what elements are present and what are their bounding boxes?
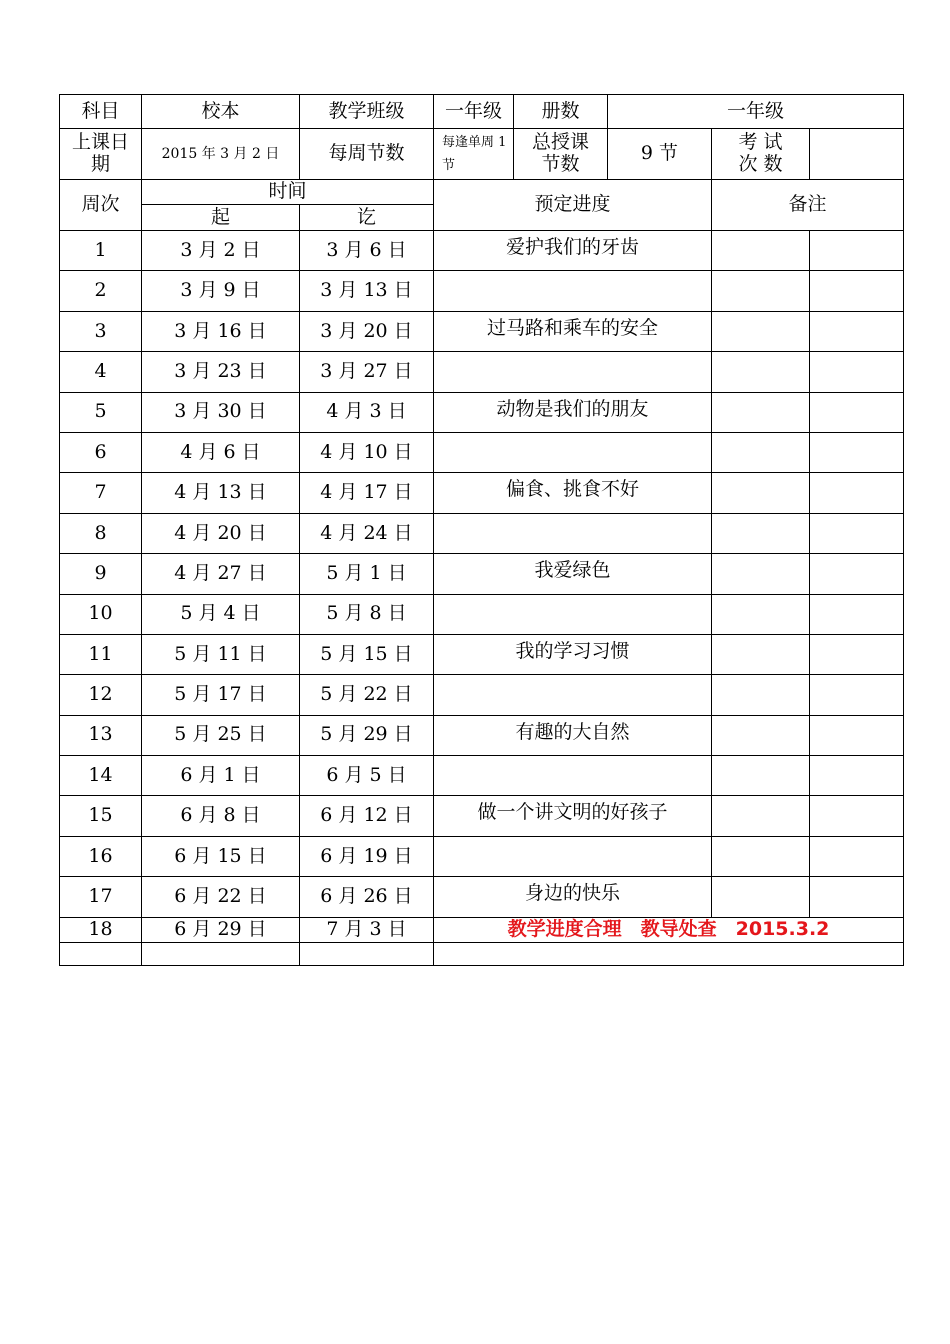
notes-cell	[712, 836, 810, 876]
week-number-cell: 1	[60, 231, 142, 271]
end-date-cell: 6 月 12 日	[300, 796, 434, 836]
progress-cell: 过马路和乘车的安全	[434, 311, 712, 351]
notes-cell	[712, 432, 810, 472]
end-date-cell: 6 月 19 日	[300, 836, 434, 876]
book-value: 一年级	[608, 95, 904, 129]
end-date-cell: 7 月 3 日	[300, 917, 434, 942]
table-row	[60, 836, 904, 876]
start-date-cell: 5 月 25 日	[142, 715, 300, 755]
end-date-cell: 6 月 26 日	[300, 877, 434, 917]
table-row-final	[60, 917, 904, 942]
table-row	[60, 231, 904, 271]
notes-extra-cell	[810, 352, 904, 392]
subject-label: 科目	[60, 95, 142, 129]
progress-cell: 我的学习习惯	[434, 634, 712, 674]
notes-extra-cell	[810, 554, 904, 594]
week-number-cell: 13	[60, 715, 142, 755]
notes-cell	[712, 513, 810, 553]
table-row	[60, 877, 904, 917]
progress-cell	[434, 432, 712, 472]
progress-cell	[434, 271, 712, 311]
start-date-cell: 4 月 6 日	[142, 432, 300, 472]
week-number-cell: 11	[60, 634, 142, 674]
start-date-cell: 6 月 15 日	[142, 836, 300, 876]
notes-extra-cell	[810, 392, 904, 432]
notes-extra-cell	[810, 473, 904, 513]
week-number-cell: 10	[60, 594, 142, 634]
notes-cell	[712, 271, 810, 311]
notes-extra-cell	[810, 796, 904, 836]
header-row-2	[60, 129, 904, 180]
start-date-cell: 3 月 30 日	[142, 392, 300, 432]
progress-cell	[434, 513, 712, 553]
weekly-lessons-value: 每逢单周 1 节	[434, 129, 514, 180]
table-row-empty	[60, 942, 904, 965]
weekly-lessons-label: 每周节数	[300, 129, 434, 180]
notes-extra-cell	[810, 756, 904, 796]
column-header-row-1	[60, 180, 904, 205]
end-date-cell	[300, 942, 434, 965]
start-date-cell: 4 月 27 日	[142, 554, 300, 594]
notes-cell	[712, 756, 810, 796]
end-date-cell: 6 月 5 日	[300, 756, 434, 796]
week-number-cell: 16	[60, 836, 142, 876]
week-number-cell: 8	[60, 513, 142, 553]
end-date-cell: 5 月 1 日	[300, 554, 434, 594]
table-row	[60, 473, 904, 513]
table-row	[60, 513, 904, 553]
notes-cell	[712, 554, 810, 594]
week-number-cell: 14	[60, 756, 142, 796]
notes-cell	[712, 311, 810, 351]
start-date-cell: 5 月 4 日	[142, 594, 300, 634]
table-row	[60, 594, 904, 634]
time-column-header: 时间	[142, 180, 434, 205]
total-lessons-label: 总授课节数	[514, 129, 608, 180]
notes-cell	[712, 352, 810, 392]
end-date-cell: 3 月 6 日	[300, 231, 434, 271]
end-date-cell: 3 月 13 日	[300, 271, 434, 311]
notes-extra-cell	[810, 877, 904, 917]
end-date-cell: 5 月 8 日	[300, 594, 434, 634]
from-column-header: 起	[142, 205, 300, 231]
progress-cell: 身边的快乐	[434, 877, 712, 917]
end-date-cell: 5 月 15 日	[300, 634, 434, 674]
notes-extra-cell	[810, 634, 904, 674]
book-label: 册数	[514, 95, 608, 129]
start-date-value: 2015 年 3 月 2 日	[142, 129, 300, 180]
start-date-cell: 6 月 1 日	[142, 756, 300, 796]
progress-cell	[434, 594, 712, 634]
notes-extra-cell	[810, 271, 904, 311]
table-row	[60, 756, 904, 796]
notes-extra-cell	[810, 836, 904, 876]
start-date-cell: 5 月 11 日	[142, 634, 300, 674]
end-date-cell: 5 月 22 日	[300, 675, 434, 715]
week-number-cell: 3	[60, 311, 142, 351]
table-row	[60, 634, 904, 674]
notes-extra-cell	[810, 594, 904, 634]
exam-count-value	[810, 129, 904, 180]
table-row	[60, 352, 904, 392]
notes-cell	[712, 877, 810, 917]
total-lessons-value: 9 节	[608, 129, 712, 180]
approval-note: 教学进度合理 教导处查 2015.3.2	[434, 917, 904, 942]
notes-cell	[712, 473, 810, 513]
table-row	[60, 271, 904, 311]
week-number-cell: 2	[60, 271, 142, 311]
table-row	[60, 796, 904, 836]
notes-cell	[712, 675, 810, 715]
table-row	[60, 392, 904, 432]
progress-cell: 偏食、挑食不好	[434, 473, 712, 513]
progress-cell	[434, 675, 712, 715]
week-number-cell: 6	[60, 432, 142, 472]
table-row	[60, 675, 904, 715]
progress-cell	[434, 756, 712, 796]
start-date-cell: 5 月 17 日	[142, 675, 300, 715]
end-date-cell: 3 月 27 日	[300, 352, 434, 392]
class-value: 一年级	[434, 95, 514, 129]
start-date-label: 上课日期	[60, 129, 142, 180]
progress-cell: 我爱绿色	[434, 554, 712, 594]
end-date-cell: 5 月 29 日	[300, 715, 434, 755]
notes-extra-cell	[810, 432, 904, 472]
end-date-cell: 4 月 17 日	[300, 473, 434, 513]
week-number-cell: 4	[60, 352, 142, 392]
notes-cell	[712, 392, 810, 432]
notes-extra-cell	[810, 311, 904, 351]
table-row	[60, 311, 904, 351]
start-date-cell: 3 月 16 日	[142, 311, 300, 351]
header-row-1	[60, 95, 904, 129]
notes-cell	[712, 231, 810, 271]
progress-cell: 爱护我们的牙齿	[434, 231, 712, 271]
progress-cell	[434, 942, 904, 965]
progress-cell	[434, 352, 712, 392]
notes-cell	[712, 715, 810, 755]
week-number-cell: 15	[60, 796, 142, 836]
week-number-cell: 5	[60, 392, 142, 432]
notes-extra-cell	[810, 675, 904, 715]
teaching-schedule-table	[59, 94, 904, 966]
start-date-cell	[142, 942, 300, 965]
start-date-cell: 3 月 23 日	[142, 352, 300, 392]
start-date-cell: 3 月 9 日	[142, 271, 300, 311]
start-date-cell: 4 月 13 日	[142, 473, 300, 513]
notes-extra-cell	[810, 715, 904, 755]
week-number-cell: 7	[60, 473, 142, 513]
notes-extra-cell	[810, 231, 904, 271]
progress-cell: 做一个讲文明的好孩子	[434, 796, 712, 836]
week-number-cell: 17	[60, 877, 142, 917]
subject-value: 校本	[142, 95, 300, 129]
notes-extra-cell	[810, 513, 904, 553]
end-date-cell: 4 月 10 日	[300, 432, 434, 472]
table-row	[60, 554, 904, 594]
start-date-cell: 6 月 22 日	[142, 877, 300, 917]
notes-cell	[712, 634, 810, 674]
end-date-cell: 4 月 3 日	[300, 392, 434, 432]
notes-cell	[712, 796, 810, 836]
start-date-cell: 6 月 8 日	[142, 796, 300, 836]
start-date-cell: 3 月 2 日	[142, 231, 300, 271]
class-label: 教学班级	[300, 95, 434, 129]
table-row	[60, 432, 904, 472]
week-column-header: 周次	[60, 180, 142, 231]
week-number-cell: 9	[60, 554, 142, 594]
end-date-cell: 4 月 24 日	[300, 513, 434, 553]
week-number-cell	[60, 942, 142, 965]
end-date-cell: 3 月 20 日	[300, 311, 434, 351]
notes-cell	[712, 594, 810, 634]
week-number-cell: 18	[60, 917, 142, 942]
start-date-cell: 4 月 20 日	[142, 513, 300, 553]
to-column-header: 讫	[300, 205, 434, 231]
progress-cell: 动物是我们的朋友	[434, 392, 712, 432]
week-number-cell: 12	[60, 675, 142, 715]
notes-column-header: 备注	[712, 180, 904, 231]
progress-cell	[434, 836, 712, 876]
table-row	[60, 715, 904, 755]
progress-cell: 有趣的大自然	[434, 715, 712, 755]
exam-count-label: 考 试 次 数	[712, 129, 810, 180]
progress-column-header: 预定进度	[434, 180, 712, 231]
start-date-cell: 6 月 29 日	[142, 917, 300, 942]
